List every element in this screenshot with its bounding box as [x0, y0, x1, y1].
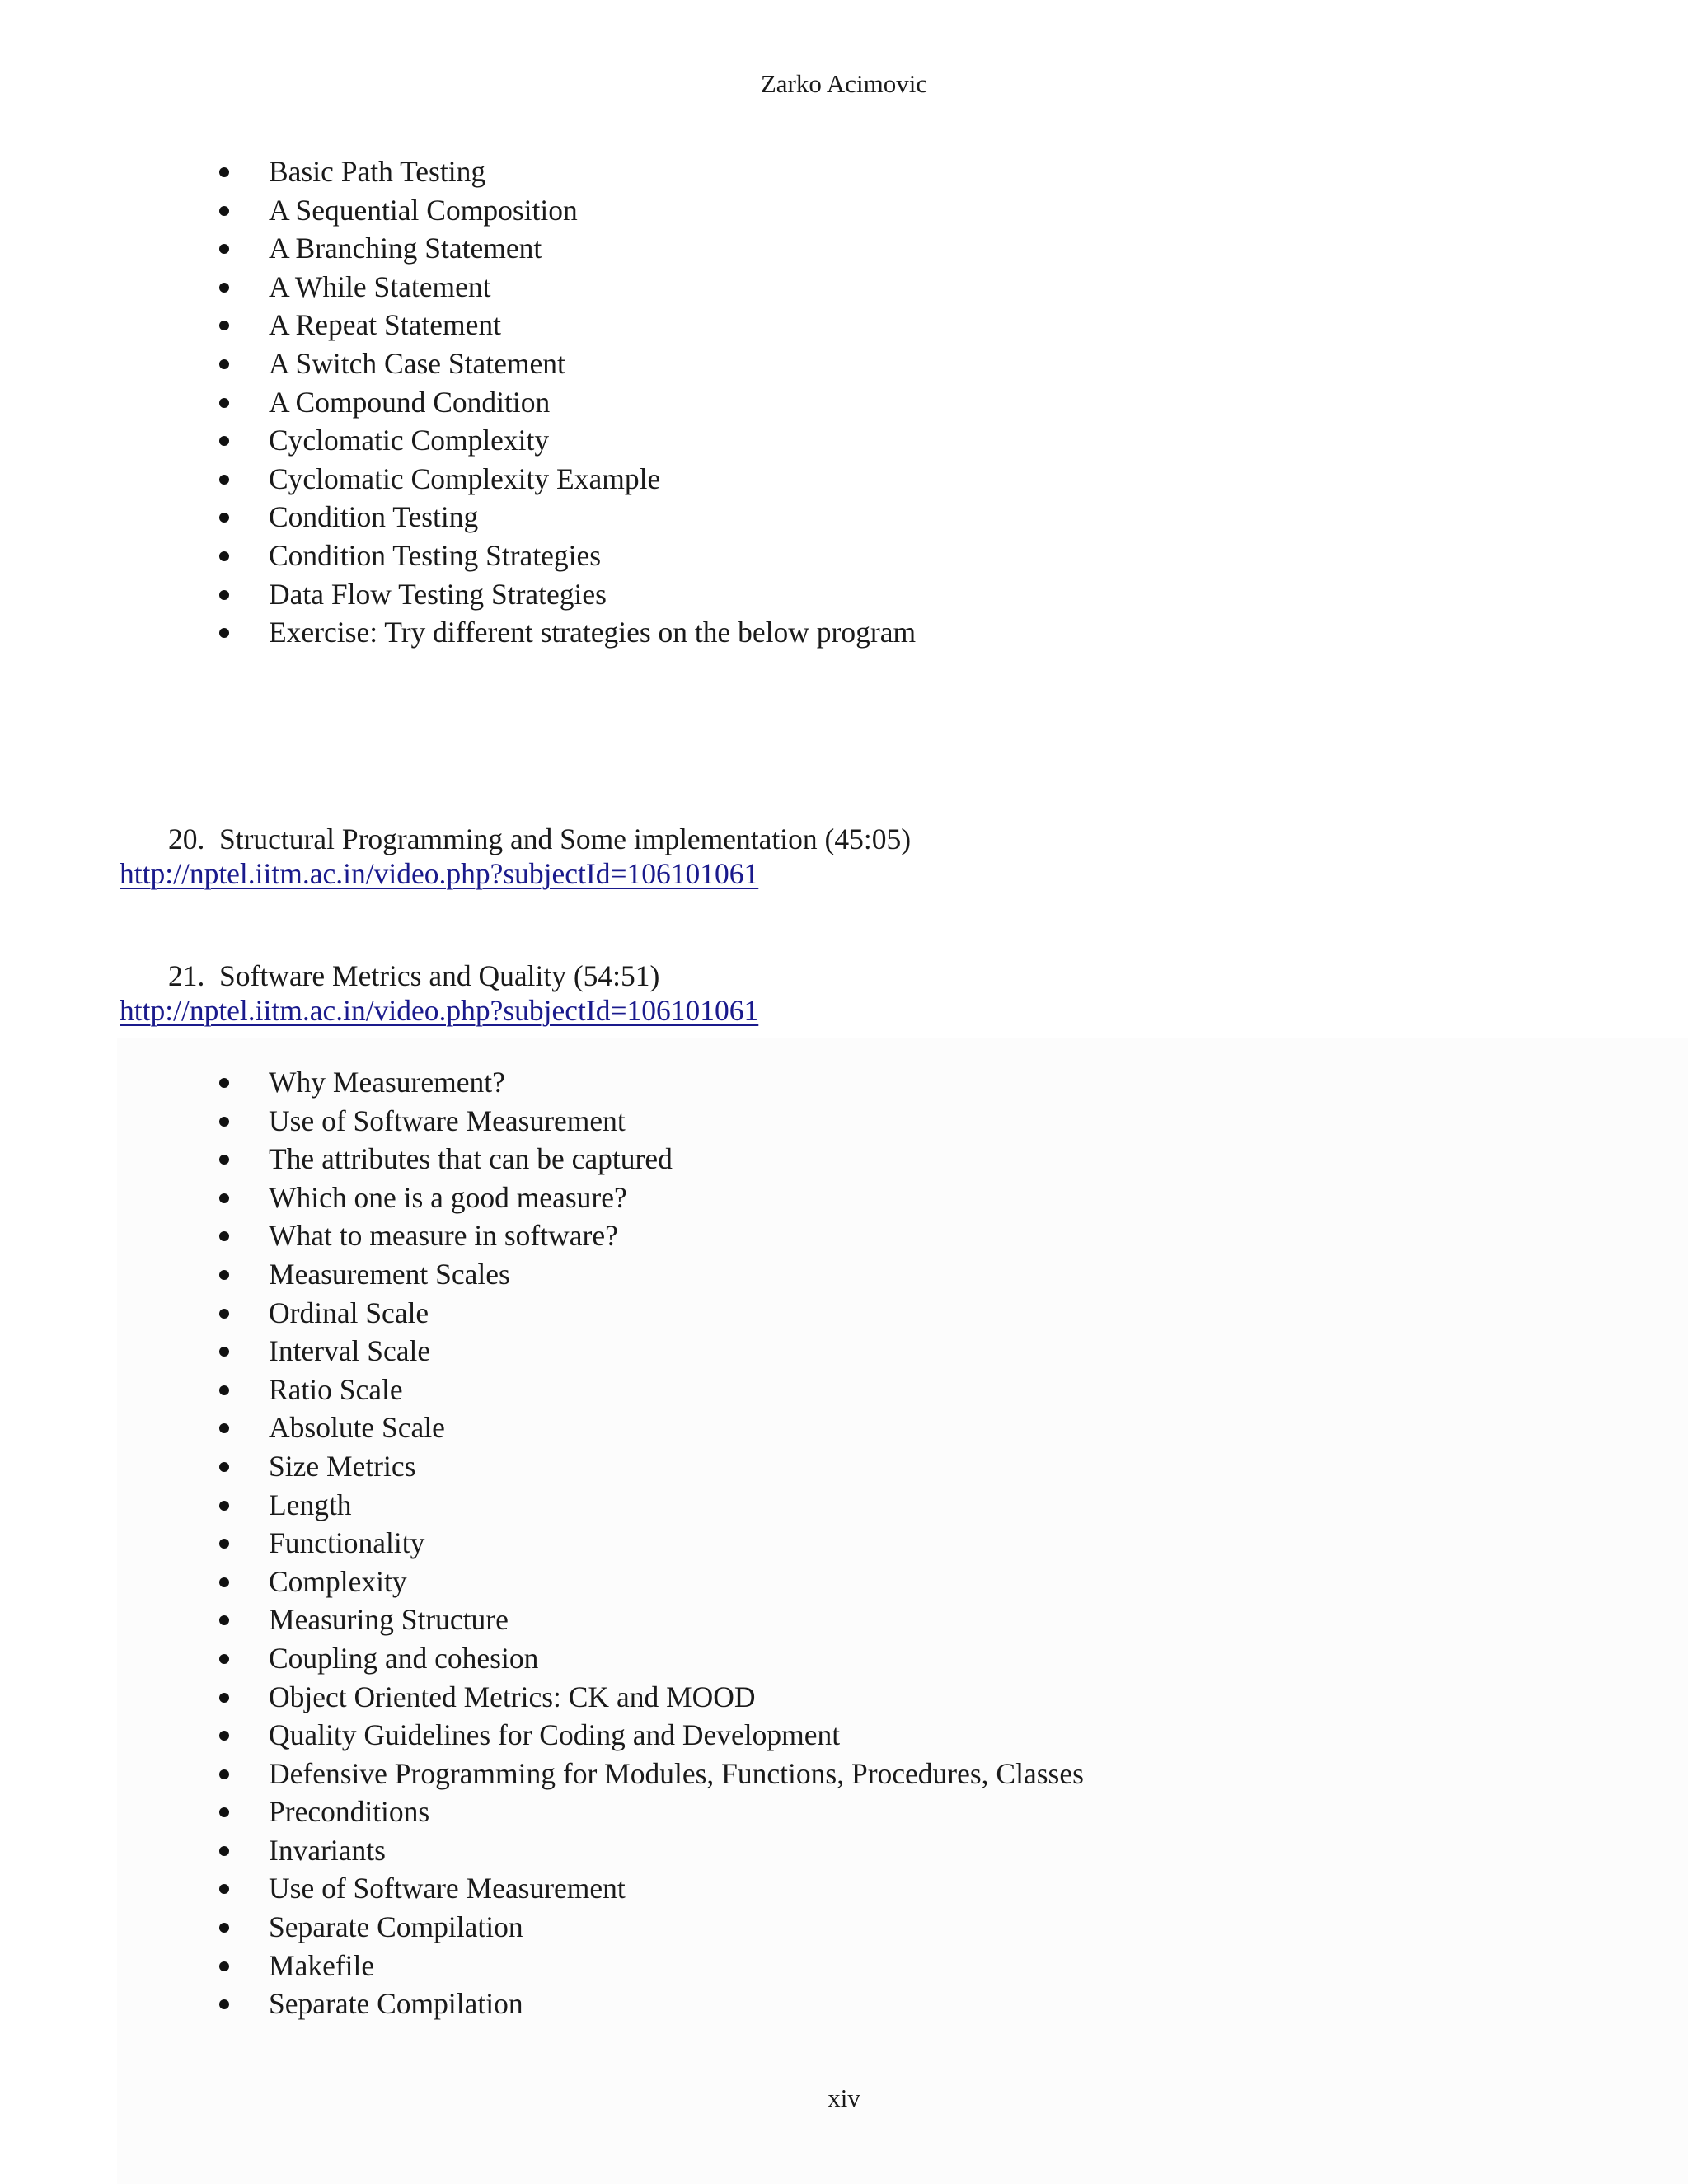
list-item: A Compound Condition [216, 383, 916, 422]
page-number: xiv [828, 2083, 860, 2112]
list-item: Invariants [216, 1831, 1084, 1870]
list-item: Size Metrics [216, 1447, 1084, 1486]
section-title: Software Metrics and Quality (54:51) [219, 959, 660, 992]
list-item: Cyclomatic Complexity [216, 421, 916, 460]
list-item: Complexity [216, 1563, 1084, 1601]
list-item: Condition Testing [216, 498, 916, 537]
list-item: Separate Compilation [216, 1985, 1084, 2023]
section-number: 20. [168, 823, 205, 855]
list-item: Condition Testing Strategies [216, 537, 916, 575]
list-item: A Switch Case Statement [216, 344, 916, 383]
list-item: A Sequential Composition [216, 191, 916, 230]
list-item: Interval Scale [216, 1332, 1084, 1371]
list-item: Defensive Programming for Modules, Functions, Procedures, Classes [216, 1755, 1084, 1793]
running-header: Zarko Acimovic [760, 69, 928, 98]
list-item: Data Flow Testing Strategies [216, 575, 916, 614]
list-item: Measuring Structure [216, 1601, 1084, 1639]
list-item: Makefile [216, 1947, 1084, 1985]
list-item: Measurement Scales [216, 1255, 1084, 1294]
list-item: Exercise: Try different strategies on the below program [216, 613, 916, 652]
section-number: 21. [168, 959, 205, 992]
list-item: Quality Guidelines for Coding and Development [216, 1716, 1084, 1755]
list-item: Ratio Scale [216, 1371, 1084, 1409]
list-item: Why Measurement? [216, 1063, 1084, 1102]
list-item: A Branching Statement [216, 229, 916, 268]
list-item: Ordinal Scale [216, 1294, 1084, 1333]
list-item: A Repeat Statement [216, 306, 916, 344]
list-item: Use of Software Measurement [216, 1869, 1084, 1908]
list-item: A While Statement [216, 268, 916, 307]
list-item: Use of Software Measurement [216, 1102, 1084, 1141]
list-item: Object Oriented Metrics: CK and MOOD [216, 1678, 1084, 1717]
list-item: Functionality [216, 1524, 1084, 1563]
video-link[interactable]: http://nptel.iitm.ac.in/video.php?subjectId=106101061 [120, 994, 759, 1027]
topic-list-1 [216, 152, 916, 652]
list-item: Preconditions [216, 1793, 1084, 1831]
section-heading [168, 958, 659, 994]
list-item: Cyclomatic Complexity Example [216, 460, 916, 499]
section-title: Structural Programming and Some implementation (45:05) [219, 823, 912, 855]
topic-list-2 [216, 1063, 1084, 2023]
list-item: Coupling and cohesion [216, 1639, 1084, 1678]
list-item: The attributes that can be captured [216, 1140, 1084, 1179]
list-item: Basic Path Testing [216, 152, 916, 191]
list-item: Length [216, 1486, 1084, 1525]
list-item: Separate Compilation [216, 1908, 1084, 1947]
section-heading [168, 821, 911, 857]
video-link[interactable]: http://nptel.iitm.ac.in/video.php?subjectId=106101061 [120, 857, 759, 890]
list-item: Which one is a good measure? [216, 1179, 1084, 1217]
list-item: What to measure in software? [216, 1216, 1084, 1255]
list-item: Absolute Scale [216, 1408, 1084, 1447]
